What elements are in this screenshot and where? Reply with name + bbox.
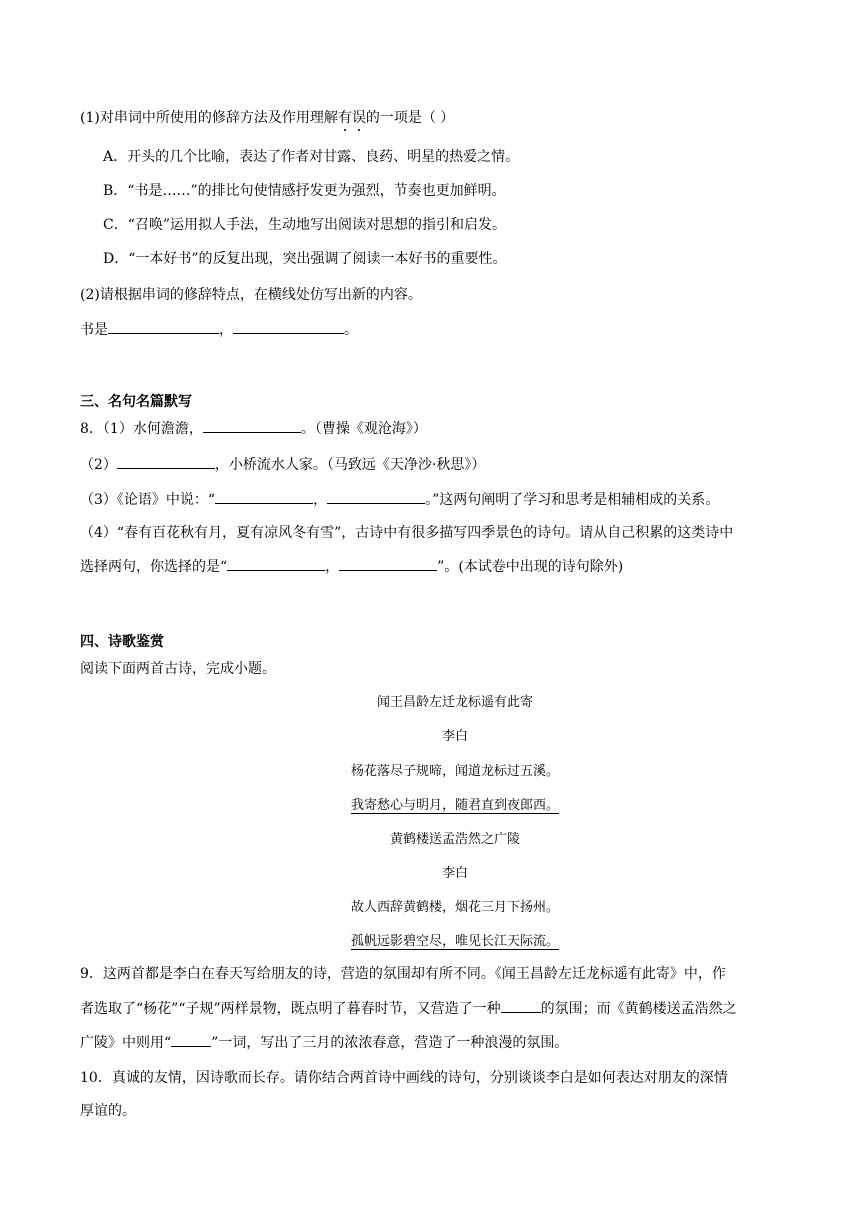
q7-fill-line: 书是 ， 。 — [80, 319, 358, 340]
poem-line-underlined: 孤帆远影碧空尽，唯见长江天际流。 — [350, 934, 559, 949]
q9-line2: 者选取了“杨花”“子规”两样景物，既点明了暮春时节，又营造了一种 的氛围；而《黄鹤楼送孟浩然之 — [80, 998, 737, 1019]
answer-blank[interactable] — [215, 489, 313, 504]
poem-author: 李白 — [441, 729, 468, 744]
answer-blank[interactable] — [227, 556, 325, 571]
option-a: A．开头的几个比喻，表达了作者对甘露、良药、明星的热爱之情。 — [103, 149, 520, 165]
q9-line1: 9．这两首都是李白在春天写给朋友的诗，营造的氛围却有所不同。《闻王昌龄左迁龙标遥有此寄》中，作 — [80, 966, 726, 982]
q9-line3: 广陵》中则用“ ”一词，写出了三月的浓浓春意，营造了一种浪漫的氛围。 — [80, 1032, 568, 1053]
section-heading: 三、名句名篇默写 — [80, 394, 192, 410]
q7-sub2-question: (2)请根据串词的修辞特点，在横线处仿写出新的内容。 — [80, 287, 422, 303]
q8-4-line1: （4）“春有百花秋有月，夏有凉风冬有雪”，古诗中有很多描写四季景色的诗句。请从自己积累的这类诗中 — [80, 525, 734, 541]
emphasis-dot: 误 — [351, 110, 366, 126]
poem-line-underlined: 我寄愁心与明月，随君直到夜郎西。 — [350, 798, 559, 813]
option-b: B．“书是……”的排比句使情感抒发更为强烈，节奏也更加鲜明。 — [103, 183, 506, 199]
q7-sub1-question: (1)对串词中所使用的修辞方法及作用理解有误的一项是（ ） — [80, 110, 455, 126]
q8-4-line2: 选择两句，你选择的是“ ， ”。(本试卷中出现的诗句除外) — [80, 556, 623, 577]
section-intro: 阅读下面两首古诗，完成小题。 — [80, 661, 276, 677]
poem-title: 闻王昌龄左迁龙标遥有此寄 — [376, 695, 533, 710]
answer-blank[interactable] — [327, 489, 425, 504]
emphasis-dot: 有 — [337, 110, 352, 126]
q10-line2: 厚谊的。 — [80, 1103, 136, 1119]
answer-blank[interactable] — [171, 1032, 211, 1047]
q8-3: （3）《论语》中说：“ ， 。”这两句阐明了学习和思考是相辅相成的关系。 — [80, 489, 719, 510]
poem-line: 故人西辞黄鹤楼，烟花三月下扬州。 — [350, 900, 559, 915]
answer-blank[interactable] — [108, 319, 219, 334]
answer-blank[interactable] — [203, 418, 301, 433]
option-d: D．“一本好书”的反复出现，突出强调了阅读一本好书的重要性。 — [103, 251, 507, 267]
poem-line: 杨花落尽子规啼，闻道龙标过五溪。 — [350, 764, 559, 779]
section-heading: 四、诗歌鉴赏 — [80, 634, 164, 650]
poem-title: 黄鹤楼送孟浩然之广陵 — [389, 832, 520, 847]
answer-blank[interactable] — [117, 454, 215, 469]
q10-line1: 10．真诚的友情，因诗歌而长存。请你结合两首诗中画线的诗句，分别谈谈李白是如何表达对朋友的深情 — [80, 1070, 728, 1086]
q8-2: （2） ，小桥流水人家。（马致远《天净沙·秋思》） — [80, 454, 485, 475]
q8-1: 8．（1）水何澹澹， 。（曹操《观沧海》） — [80, 418, 427, 439]
answer-blank[interactable] — [339, 556, 437, 571]
answer-blank[interactable] — [501, 998, 541, 1013]
poem-author: 李白 — [441, 866, 468, 881]
option-c: C．“召唤”运用拟人手法，生动地写出阅读对思想的指引和启发。 — [103, 217, 507, 233]
answer-blank[interactable] — [233, 319, 344, 334]
